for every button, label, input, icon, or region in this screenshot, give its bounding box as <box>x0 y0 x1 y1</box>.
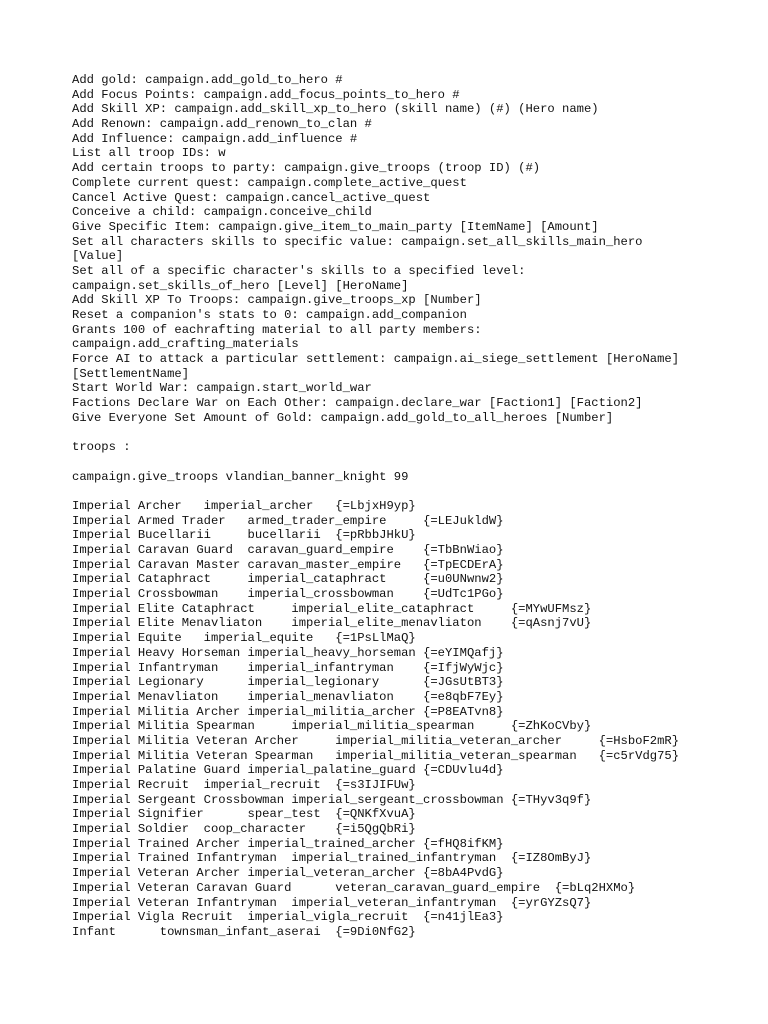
command-line: List all troop IDs: w <box>72 146 226 161</box>
troop-line: Imperial Veteran Infantryman imperial_veteran_infantryman {=yrGYZsQ7} <box>72 895 592 910</box>
command-line: [SettlementName] <box>72 366 190 381</box>
troop-line: Infant townsman_infant_aserai {=9Di0NfG2} <box>72 924 416 939</box>
document-page <box>72 73 732 940</box>
troop-line: Imperial Archer imperial_archer {=LbjxH9yp} <box>72 498 416 513</box>
troop-line: Imperial Caravan Guard caravan_guard_empire {=TbBnWiao} <box>72 543 504 557</box>
command-line: campaign.add_crafting_materials <box>72 337 299 352</box>
command-line: Add certain troops to party: campaign.give_troops (troop ID) (#) <box>72 161 541 176</box>
blank-line <box>72 484 732 499</box>
command-line: Force AI to attack a particular settlement: campaign.ai_siege_settlement [HeroName] <box>72 352 680 367</box>
command-line: campaign.set_skills_of_hero [Level] [HeroName] <box>72 278 409 293</box>
troop-line: Imperial Infantryman imperial_infantryman {=IfjWyWjc} <box>72 660 504 675</box>
blank-line <box>72 455 732 470</box>
command-line: Add Focus Points: campaign.add_focus_points_to_hero # <box>72 87 460 102</box>
troop-line: Imperial Signifier spear_test {=QNKfXvuA} <box>72 807 416 822</box>
command-line: Conceive a child: campaign.conceive_child <box>72 205 372 220</box>
troop-line: Imperial Militia Archer imperial_militia_archer {=P8EATvn8} <box>72 704 504 719</box>
troop-line: Imperial Sergeant Crossbowman imperial_sergeant_crossbowman {=THyv3q9f} <box>72 792 592 807</box>
command-line: Reset a companion's stats to 0: campaign.add_companion <box>72 308 467 322</box>
troop-line: Imperial Militia Veteran Archer imperial_militia_veteran_archer {=HsboF2mR} <box>72 733 680 748</box>
troop-line: Imperial Cataphract imperial_cataphract {=u0UNwnw2} <box>72 572 504 587</box>
command-line: Start World War: campaign.start_world_war <box>72 381 372 396</box>
command-line: Cancel Active Quest: campaign.cancel_active_quest <box>72 190 431 205</box>
command-line: Give Everyone Set Amount of Gold: campaign.add_gold_to_all_heroes [Number] <box>72 410 614 425</box>
troop-line: Imperial Crossbowman imperial_crossbowman {=UdTc1PGo} <box>72 587 504 602</box>
command-line: Factions Declare War on Each Other: campaign.declare_war [Faction1] [Faction2] <box>72 396 643 411</box>
command-line: Set all of a specific character's skills to a specified level: <box>72 263 526 278</box>
troop-line: Imperial Militia Veteran Spearman imperial_militia_veteran_spearman {=c5rVdg75} <box>72 748 680 763</box>
command-line: Add gold: campaign.add_gold_to_hero # <box>72 73 343 87</box>
troop-line: Imperial Armed Trader armed_trader_empire {=LEJukldW} <box>72 513 504 528</box>
command-line: Grants 100 of eachrafting material to all party members: <box>72 322 482 337</box>
troop-line: Imperial Vigla Recruit imperial_vigla_recruit {=n41jlEa3} <box>72 910 504 925</box>
command-line: Add Renown: campaign.add_renown_to_clan # <box>72 117 372 132</box>
troop-line: Imperial Menavliaton imperial_menavliaton {=e8qbF7Ey} <box>72 689 504 704</box>
troop-line: Imperial Trained Archer imperial_trained_archer {=fHQ8ifKM} <box>72 836 504 851</box>
troop-line: Imperial Militia Spearman imperial_militia_spearman {=ZhKoCVby} <box>72 719 592 734</box>
troop-list <box>72 499 732 940</box>
troop-line: Imperial Legionary imperial_legionary {=JGsUtBT3} <box>72 675 504 690</box>
command-line: Give Specific Item: campaign.give_item_to_main_party [ItemName] [Amount] <box>72 219 599 234</box>
troop-line: Imperial Veteran Caravan Guard veteran_caravan_guard_empire {=bLq2HXMo} <box>72 880 636 895</box>
troop-line: Imperial Elite Menavliaton imperial_elite_menavliaton {=qAsnj7vU} <box>72 616 592 631</box>
troops-heading: troops : <box>72 440 131 455</box>
troop-line: Imperial Palatine Guard imperial_palatine_guard {=CDUvlu4d} <box>72 763 504 778</box>
blank-line <box>72 426 732 441</box>
troop-line: Imperial Trained Infantryman imperial_trained_infantryman {=IZ8OmByJ} <box>72 851 592 866</box>
troop-line: Imperial Equite imperial_equite {=1PsLlMaQ} <box>72 631 416 646</box>
troop-line: Imperial Bucellarii bucellarii {=pRbbJHkU} <box>72 528 416 543</box>
troop-line: Imperial Heavy Horseman imperial_heavy_horseman {=eYIMQafj} <box>72 645 504 660</box>
troop-line: Imperial Soldier coop_character {=i5QgQbRi} <box>72 822 416 837</box>
command-line: Add Skill XP: campaign.add_skill_xp_to_hero (skill name) (#) (Hero name) <box>72 102 599 117</box>
command-line: Add Influence: campaign.add_influence # <box>72 131 358 146</box>
troop-line: Imperial Elite Cataphract imperial_elite_cataphract {=MYwUFMsz} <box>72 601 592 616</box>
command-line: Add Skill XP To Troops: campaign.give_troops_xp [Number] <box>72 293 482 308</box>
command-line: Set all characters skills to specific value: campaign.set_all_skills_main_hero <box>72 234 643 249</box>
command-line: Complete current quest: campaign.complete_active_quest <box>72 175 467 190</box>
example-command: campaign.give_troops vlandian_banner_knight 99 <box>72 469 409 484</box>
troop-line: Imperial Caravan Master caravan_master_empire {=TpECDErA} <box>72 557 504 572</box>
command-list <box>72 73 732 426</box>
troop-line: Imperial Recruit imperial_recruit {=s3IJIFUw} <box>72 778 416 792</box>
troop-line: Imperial Veteran Archer imperial_veteran_archer {=8bA4PvdG} <box>72 866 504 881</box>
command-line: [Value] <box>72 249 124 264</box>
